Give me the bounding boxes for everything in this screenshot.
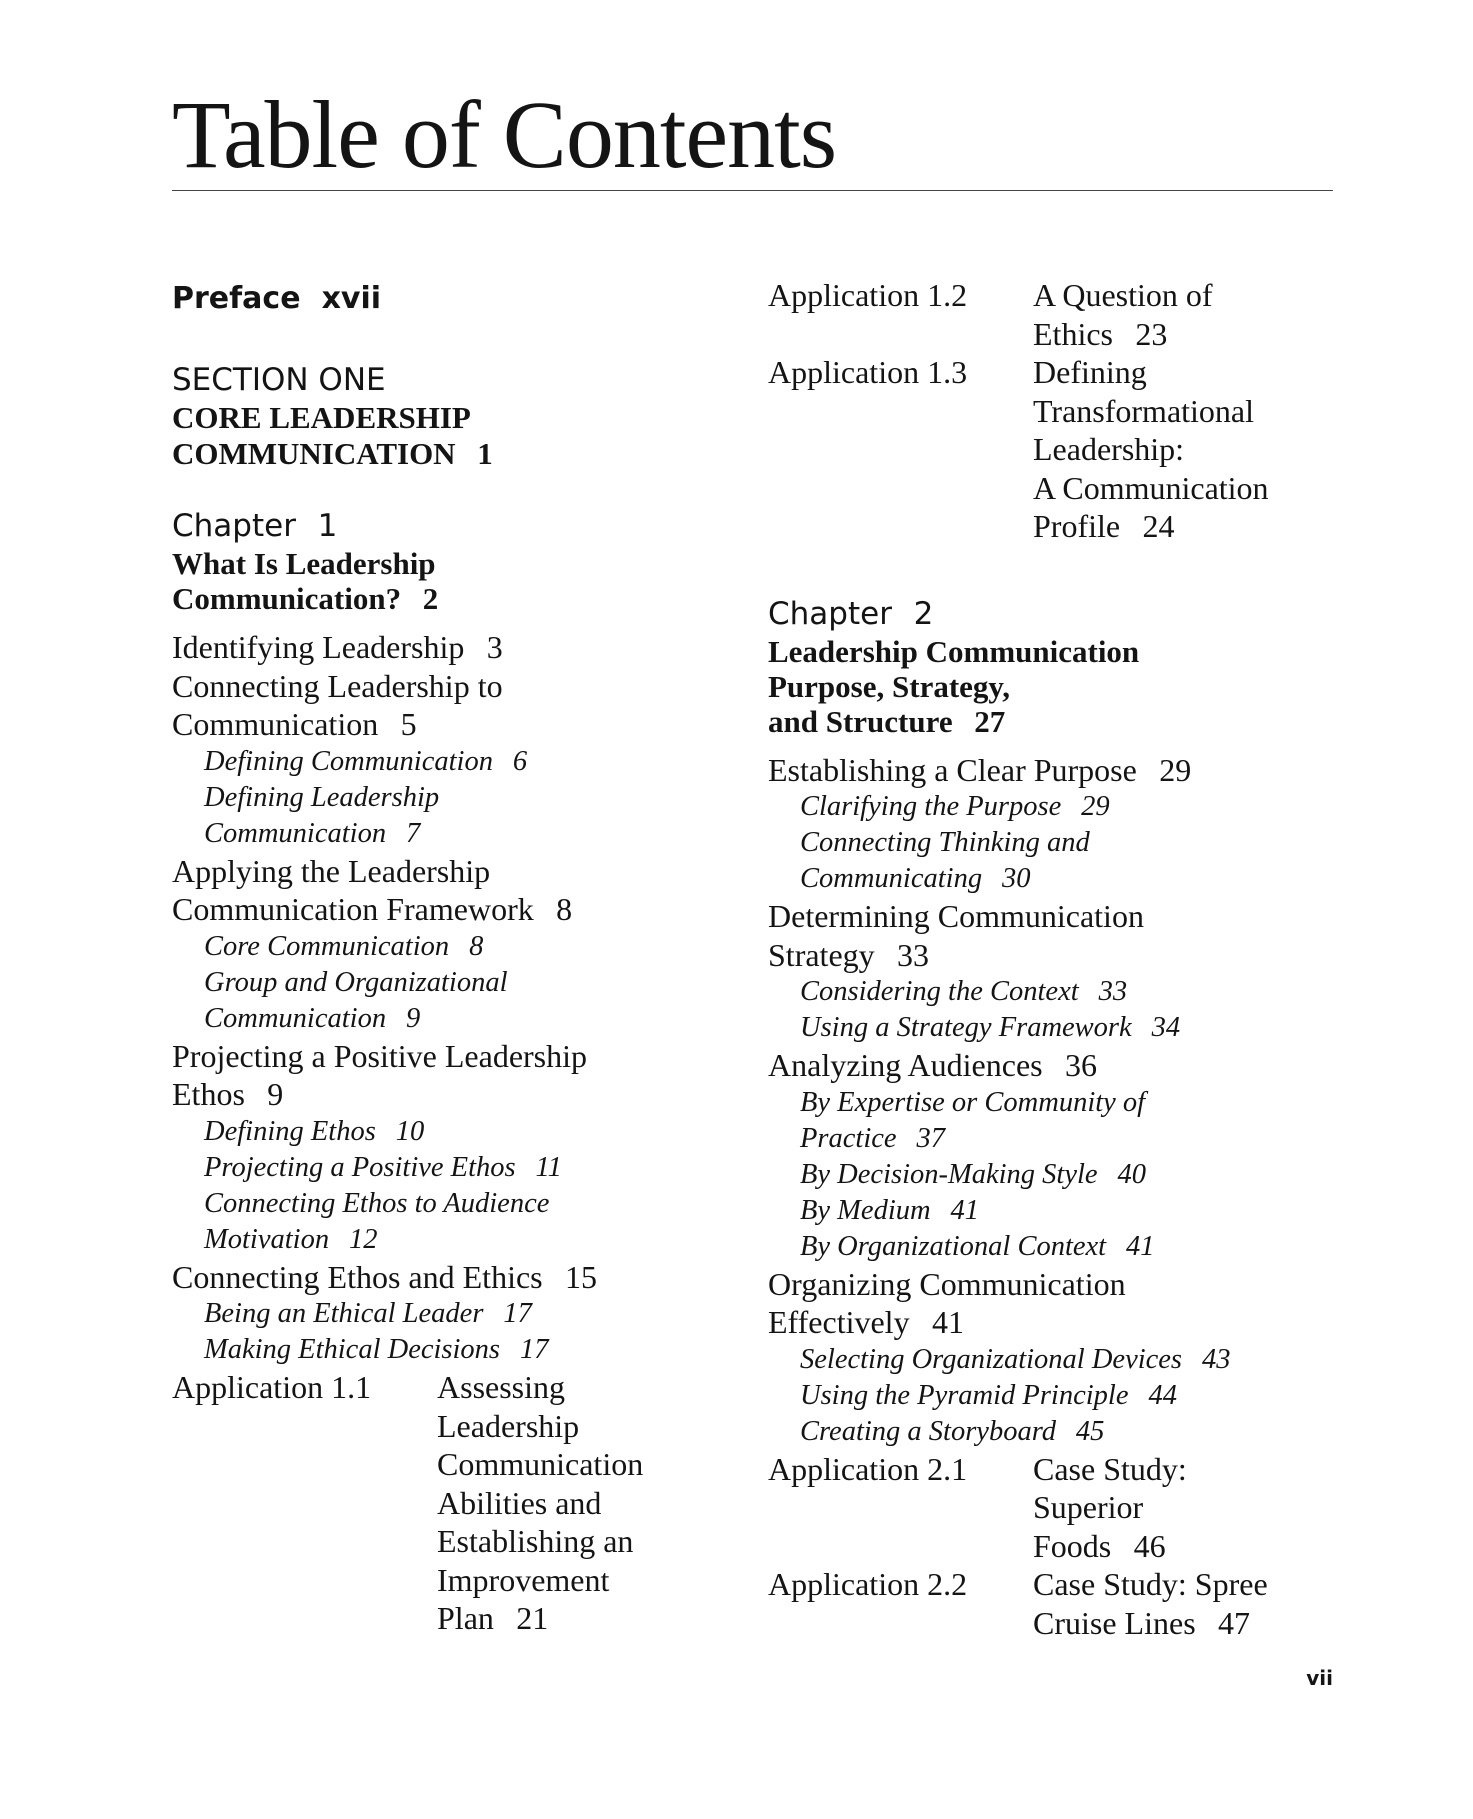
toc-entry[interactable]: Organizing Communication Effectively 41 bbox=[768, 1265, 1126, 1340]
application-label: Application 2.1 bbox=[768, 1450, 968, 1487]
page-title: Table of Contents bbox=[172, 81, 837, 188]
chapter-heading[interactable] bbox=[768, 594, 1333, 739]
toc-subentry[interactable]: Selecting Organizational Devices 43 bbox=[800, 1343, 1231, 1375]
page-number: xvii bbox=[321, 281, 382, 316]
toc-subentry[interactable]: By Decision-Making Style 40 bbox=[800, 1158, 1146, 1190]
toc-subentry[interactable]: Being an Ethical Leader 17 bbox=[204, 1298, 532, 1329]
chapter-label: Chapter 2 bbox=[768, 595, 934, 632]
toc-column-right bbox=[768, 276, 1333, 1642]
toc-subentry[interactable]: By Medium 41 bbox=[800, 1194, 980, 1226]
toc-subentry[interactable]: Making Ethical Decisions 17 bbox=[204, 1334, 549, 1365]
toc-subentry[interactable]: Considering the Context 33 bbox=[800, 976, 1128, 1007]
section-title: CORE LEADERSHIP COMMUNICATION 1 bbox=[172, 400, 493, 471]
page-number: 2 bbox=[422, 581, 439, 616]
toc-subentry[interactable]: Clarifying the Purpose 29 bbox=[800, 791, 1110, 822]
toc-subentry[interactable]: Defining Ethos 10 bbox=[204, 1115, 425, 1147]
section-heading[interactable] bbox=[172, 360, 712, 472]
application-title: Assessing Leadership Communication Abilities and Establishing an Improvement Plan 21 bbox=[437, 1369, 644, 1636]
toc-application[interactable] bbox=[768, 353, 1333, 546]
chapter-label: Chapter 1 bbox=[172, 508, 338, 544]
toc-preface[interactable] bbox=[172, 276, 712, 322]
toc-subentry[interactable]: By Expertise or Community of Practice 37 bbox=[800, 1086, 1146, 1154]
toc-subentry[interactable]: By Organizational Context 41 bbox=[800, 1230, 1155, 1262]
chapter-title: Leadership Communication Purpose, Strategy, and Structure 27 bbox=[768, 633, 1140, 739]
preface-label: Preface bbox=[172, 281, 301, 316]
toc-subentry[interactable]: Using the Pyramid Principle 44 bbox=[800, 1379, 1177, 1411]
toc-entry[interactable]: Connecting Leadership to Communication 5 bbox=[172, 667, 503, 742]
application-label: Application 1.1 bbox=[172, 1369, 372, 1405]
toc-application[interactable] bbox=[768, 1565, 1333, 1642]
toc-subentry[interactable]: Projecting a Positive Ethos 11 bbox=[204, 1151, 562, 1183]
toc-entry[interactable]: Determining Communication Strategy 33 bbox=[768, 898, 1144, 973]
toc-subentry[interactable]: Creating a Storyboard 45 bbox=[800, 1415, 1105, 1447]
chapter-heading[interactable] bbox=[172, 506, 712, 616]
toc-subentry[interactable]: Using a Strategy Framework 34 bbox=[800, 1012, 1181, 1043]
toc-application[interactable] bbox=[768, 276, 1333, 353]
application-title: Case Study: Spree Cruise Lines 47 bbox=[1033, 1566, 1268, 1641]
toc-subentry[interactable]: Connecting Thinking and Communicating 30 bbox=[800, 827, 1090, 894]
chapter-title: What Is Leadership Communication? 2 bbox=[172, 546, 439, 616]
toc-subentry[interactable]: Defining Leadership Communication 7 bbox=[204, 781, 440, 849]
toc-column-left bbox=[172, 276, 712, 1638]
toc-entry[interactable]: Applying the Leadership Communication Framework 8 bbox=[172, 852, 573, 927]
page-number: 1 bbox=[477, 436, 493, 471]
application-title: Case Study: Superior Foods 46 bbox=[1033, 1450, 1187, 1564]
toc-entry[interactable]: Analyzing Audiences 36 bbox=[768, 1047, 1097, 1083]
application-label: Application 1.2 bbox=[768, 277, 968, 313]
page-folio: vii bbox=[1306, 1666, 1333, 1690]
section-label: SECTION ONE bbox=[172, 362, 386, 398]
application-label: Application 1.3 bbox=[768, 354, 968, 390]
title-rule bbox=[172, 190, 1333, 191]
application-label: Application 2.2 bbox=[768, 1566, 968, 1602]
page-number: 27 bbox=[974, 703, 1006, 739]
toc-entry[interactable]: Connecting Ethos and Ethics 15 bbox=[172, 1258, 597, 1295]
toc-subentry[interactable]: Defining Communication 6 bbox=[204, 745, 528, 777]
toc-entry[interactable]: Identifying Leadership 3 bbox=[172, 629, 503, 665]
application-title: A Question of Ethics 23 bbox=[1033, 277, 1213, 352]
toc-application[interactable] bbox=[172, 1368, 712, 1638]
application-title: Defining Transformational Leadership: A Communication Profile 24 bbox=[1033, 354, 1269, 544]
toc-subentry[interactable]: Core Communication 8 bbox=[204, 930, 484, 962]
toc-application[interactable] bbox=[768, 1450, 1333, 1566]
toc-subentry[interactable]: Connecting Ethos to Audience Motivation 12 bbox=[204, 1187, 550, 1255]
toc-entry[interactable]: Projecting a Positive Leadership Ethos 9 bbox=[172, 1037, 588, 1112]
toc-subentry[interactable]: Group and Organizational Communication 9 bbox=[204, 966, 508, 1034]
toc-entry[interactable]: Establishing a Clear Purpose 29 bbox=[768, 751, 1192, 788]
